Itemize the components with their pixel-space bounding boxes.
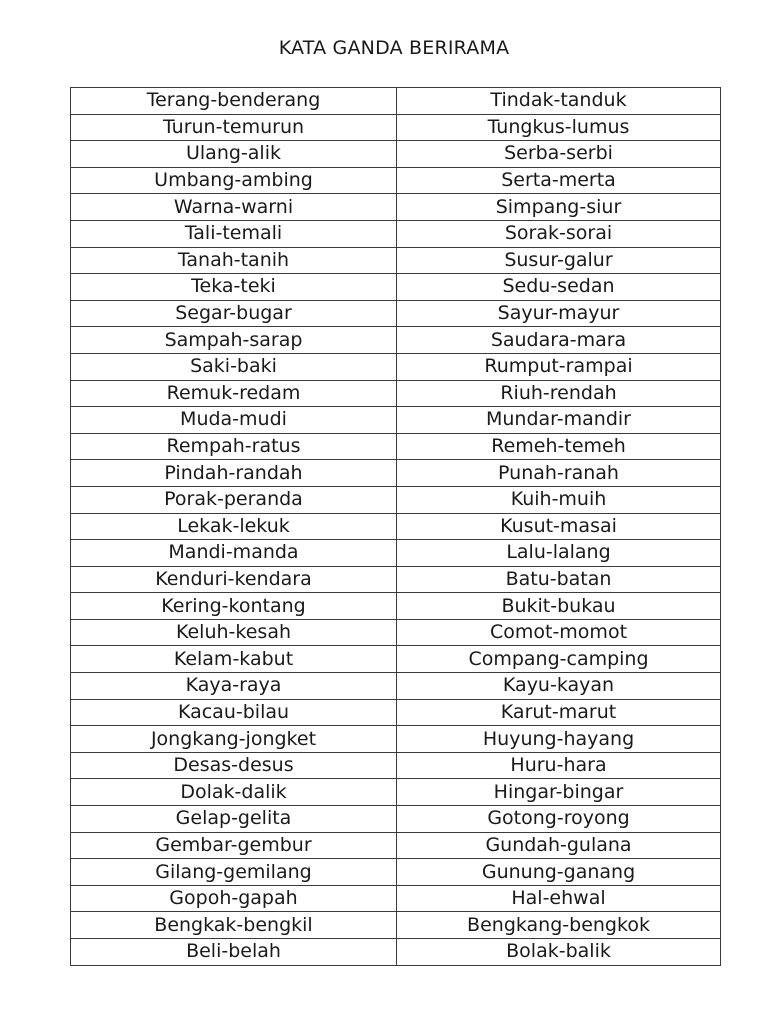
table-row: [71, 752, 721, 779]
table-row: [71, 912, 721, 939]
table-cell-left: Tanah-tanih: [71, 247, 397, 274]
table-cell-right: Hal-ehwal: [397, 885, 721, 912]
table-cell-right: Rumput-rampai: [397, 353, 721, 380]
table-cell-right: Lalu-lalang: [397, 540, 721, 567]
table-row: [71, 540, 721, 567]
table-row: [71, 779, 721, 806]
table-cell-left: Ulang-alik: [71, 141, 397, 168]
word-table: [70, 87, 721, 966]
table-cell-left: Jongkang-jongket: [71, 726, 397, 753]
table-cell-right: Comot-momot: [397, 619, 721, 646]
table-row: [71, 699, 721, 726]
table-row: [71, 566, 721, 593]
table-row: [71, 194, 721, 221]
page-title: KATA GANDA BERIRAMA: [278, 37, 510, 59]
table-cell-right: Saudara-mara: [397, 327, 721, 354]
table-cell-left: Kenduri-kendara: [71, 566, 397, 593]
table-cell-left: Umbang-ambing: [71, 167, 397, 194]
table-row: [71, 274, 721, 301]
table-cell-right: Sorak-sorai: [397, 220, 721, 247]
table-cell-right: Kayu-kayan: [397, 673, 721, 700]
table-row: [71, 619, 721, 646]
table-cell-left: Pindah-randah: [71, 460, 397, 487]
table-cell-right: Bengkang-bengkok: [397, 912, 721, 939]
table-cell-right: Bolak-balik: [397, 939, 721, 966]
table-cell-left: Desas-desus: [71, 752, 397, 779]
table-cell-right: Kusut-masai: [397, 513, 721, 540]
table-cell-left: Sampah-sarap: [71, 327, 397, 354]
table-cell-right: Tungkus-lumus: [397, 114, 721, 141]
table-cell-right: Riuh-rendah: [397, 380, 721, 407]
table-row: [71, 513, 721, 540]
table-cell-left: Terang-benderang: [71, 88, 397, 115]
table-cell-right: Sayur-mayur: [397, 300, 721, 327]
table-cell-right: Karut-marut: [397, 699, 721, 726]
table-row: [71, 673, 721, 700]
table-cell-left: Lekak-lekuk: [71, 513, 397, 540]
table-cell-left: Gilang-gemilang: [71, 859, 397, 886]
table-cell-left: Kaya-raya: [71, 673, 397, 700]
table-row: [71, 832, 721, 859]
table-cell-right: Hingar-bingar: [397, 779, 721, 806]
table-row: [71, 141, 721, 168]
table-cell-left: Saki-baki: [71, 353, 397, 380]
table-row: [71, 407, 721, 434]
table-cell-left: Porak-peranda: [71, 486, 397, 513]
table-row: [71, 806, 721, 833]
table-row: [71, 433, 721, 460]
table-cell-left: Gopoh-gapah: [71, 885, 397, 912]
table-cell-right: Sedu-sedan: [397, 274, 721, 301]
table-cell-left: Warna-warni: [71, 194, 397, 221]
table-row: [71, 300, 721, 327]
table-cell-right: Simpang-siur: [397, 194, 721, 221]
table-row: [71, 486, 721, 513]
table-cell-right: Bukit-bukau: [397, 593, 721, 620]
table-row: [71, 114, 721, 141]
table-cell-left: Remuk-redam: [71, 380, 397, 407]
table-row: [71, 885, 721, 912]
table-cell-right: Tindak-tanduk: [397, 88, 721, 115]
table-cell-left: Tali-temali: [71, 220, 397, 247]
table-row: [71, 247, 721, 274]
table-cell-left: Kering-kontang: [71, 593, 397, 620]
table-row: [71, 726, 721, 753]
table-row: [71, 327, 721, 354]
table-row: [71, 220, 721, 247]
word-table-body: [71, 88, 721, 966]
table-cell-left: Gembar-gembur: [71, 832, 397, 859]
table-cell-right: Susur-galur: [397, 247, 721, 274]
table-cell-left: Muda-mudi: [71, 407, 397, 434]
table-cell-right: Gunung-ganang: [397, 859, 721, 886]
table-row: [71, 380, 721, 407]
table-row: [71, 939, 721, 966]
table-cell-right: Punah-ranah: [397, 460, 721, 487]
table-cell-left: Rempah-ratus: [71, 433, 397, 460]
table-row: [71, 859, 721, 886]
table-cell-left: Keluh-kesah: [71, 619, 397, 646]
table-cell-right: Gundah-gulana: [397, 832, 721, 859]
table-cell-right: Mundar-mandir: [397, 407, 721, 434]
table-cell-left: Teka-teki: [71, 274, 397, 301]
table-cell-right: Huyung-hayang: [397, 726, 721, 753]
table-cell-right: Serta-merta: [397, 167, 721, 194]
table-cell-left: Segar-bugar: [71, 300, 397, 327]
table-row: [71, 88, 721, 115]
table-row: [71, 593, 721, 620]
table-cell-right: Huru-hara: [397, 752, 721, 779]
table-cell-left: Bengkak-bengkil: [71, 912, 397, 939]
table-cell-left: Kacau-bilau: [71, 699, 397, 726]
table-cell-right: Remeh-temeh: [397, 433, 721, 460]
table-row: [71, 167, 721, 194]
table-cell-right: Gotong-royong: [397, 806, 721, 833]
table-row: [71, 646, 721, 673]
table-cell-left: Kelam-kabut: [71, 646, 397, 673]
table-cell-left: Turun-temurun: [71, 114, 397, 141]
table-cell-right: Compang-camping: [397, 646, 721, 673]
table-cell-right: Batu-batan: [397, 566, 721, 593]
table-cell-right: Serba-serbi: [397, 141, 721, 168]
table-cell-left: Mandi-manda: [71, 540, 397, 567]
table-row: [71, 353, 721, 380]
table-row: [71, 460, 721, 487]
table-cell-left: Beli-belah: [71, 939, 397, 966]
table-cell-left: Gelap-gelita: [71, 806, 397, 833]
table-cell-right: Kuih-muih: [397, 486, 721, 513]
table-cell-left: Dolak-dalik: [71, 779, 397, 806]
